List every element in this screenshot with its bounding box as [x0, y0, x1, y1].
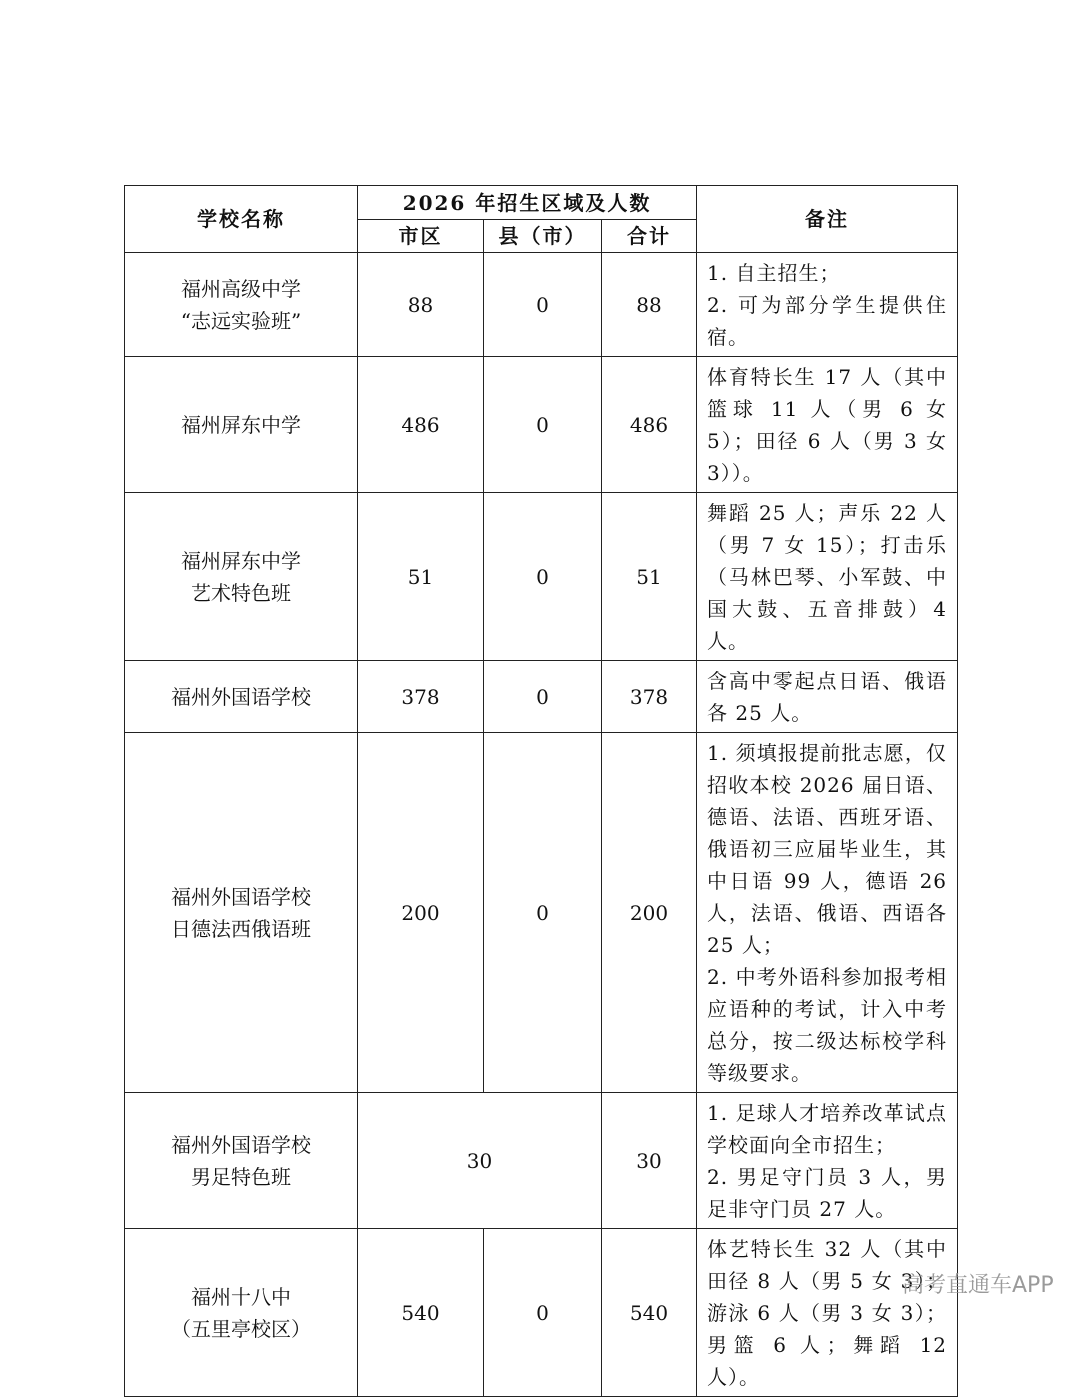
header-enrollment-group: 2026 年招生区域及人数 [358, 186, 697, 220]
note-item: 含高中零起点日语、俄语各 25 人。 [707, 669, 948, 725]
note-item: 1. 足球人才培养改革试点学校面向全市招生； [707, 1101, 948, 1157]
merged-count: 30 [358, 1093, 602, 1229]
county-count: 0 [484, 661, 602, 733]
city-count: 486 [358, 357, 484, 493]
notes-cell [697, 733, 958, 1093]
school-name-line: 艺术特色班 [191, 580, 291, 605]
city-count: 88 [358, 253, 484, 357]
city-count: 378 [358, 661, 484, 733]
school-name-line: 福州屏东中学 [181, 548, 301, 573]
school-name-cell [125, 1093, 358, 1229]
notes-cell [697, 357, 958, 493]
school-name-line: 福州外国语学校 [171, 884, 311, 909]
note-item: 2. 男足守门员 3 人，男足非守门员 27 人。 [707, 1165, 948, 1221]
city-count: 51 [358, 493, 484, 661]
notes-cell [697, 253, 958, 357]
school-name-cell [125, 253, 358, 357]
watermark: 高考直通车APP [902, 1273, 1054, 1298]
county-count: 0 [484, 733, 602, 1093]
total-count: 30 [602, 1093, 697, 1229]
note-item: 1. 须填报提前批志愿，仅招收本校 2026 届日语、德语、法语、西班牙语、俄语初三应届毕业生，其中日语 99 人，德语 26 人，法语、俄语、西语各 25 人； [707, 741, 948, 957]
note-item: 1. 自主招生； [707, 261, 841, 285]
county-count: 0 [484, 493, 602, 661]
header-city: 市区 [358, 220, 484, 253]
total-count: 51 [602, 493, 697, 661]
school-name-line: 福州屏东中学 [181, 412, 301, 437]
notes-cell [697, 1229, 958, 1397]
total-count: 486 [602, 357, 697, 493]
school-name-line: 福州十八中 [191, 1284, 291, 1309]
school-name-line: 日德法西俄语班 [171, 916, 311, 941]
total-count: 378 [602, 661, 697, 733]
total-count: 540 [602, 1229, 697, 1397]
header-county: 县（市） [484, 220, 602, 253]
county-count: 0 [484, 1229, 602, 1397]
table-row [125, 661, 958, 733]
school-name-line: “志远实验班” [180, 308, 302, 333]
notes-cell [697, 1093, 958, 1229]
school-name-cell [125, 661, 358, 733]
school-name-line: 福州外国语学校 [171, 684, 311, 709]
table-row [125, 253, 958, 357]
city-count: 200 [358, 733, 484, 1093]
note-item: 舞蹈 25 人；声乐 22 人（男 7 女 15）；打击乐（马林巴琴、小军鼓、中国大鼓、五音排鼓）4 人。 [707, 501, 948, 653]
school-name-line: 男足特色班 [191, 1164, 291, 1189]
note-item: 体育特长生 17 人（其中篮球 11 人（男 6 女 5）；田径 6 人（男 3 女 3））。 [707, 365, 948, 485]
total-count: 200 [602, 733, 697, 1093]
table-row [125, 733, 958, 1093]
school-name-line: （五里亭校区） [171, 1316, 311, 1341]
school-name-cell [125, 733, 358, 1093]
header-notes: 备注 [697, 186, 958, 253]
header-school-name: 学校名称 [125, 186, 358, 253]
notes-cell [697, 661, 958, 733]
note-item: 2. 可为部分学生提供住宿。 [707, 293, 948, 349]
table-row [125, 493, 958, 661]
total-count: 88 [602, 253, 697, 357]
school-name-line: 福州高级中学 [181, 276, 301, 301]
table-row [125, 357, 958, 493]
note-item: 体艺特长生 32 人（其中田径 8 人（男 5 女 3）；游泳 6 人（男 3 女 3）；男篮 6 人；舞蹈 12 人）。 [707, 1237, 948, 1389]
header-total: 合计 [602, 220, 697, 253]
county-count: 0 [484, 357, 602, 493]
note-item: 2. 中考外语科参加报考相应语种的考试，计入中考总分，按二级达标校学科等级要求。 [707, 965, 948, 1085]
table-row [125, 1229, 958, 1397]
notes-cell [697, 493, 958, 661]
table-row [125, 1093, 958, 1229]
school-name-cell [125, 357, 358, 493]
school-name-cell [125, 493, 358, 661]
school-name-cell [125, 1229, 358, 1397]
county-count: 0 [484, 253, 602, 357]
enrollment-table [124, 185, 958, 1397]
city-count: 540 [358, 1229, 484, 1397]
school-name-line: 福州外国语学校 [171, 1132, 311, 1157]
